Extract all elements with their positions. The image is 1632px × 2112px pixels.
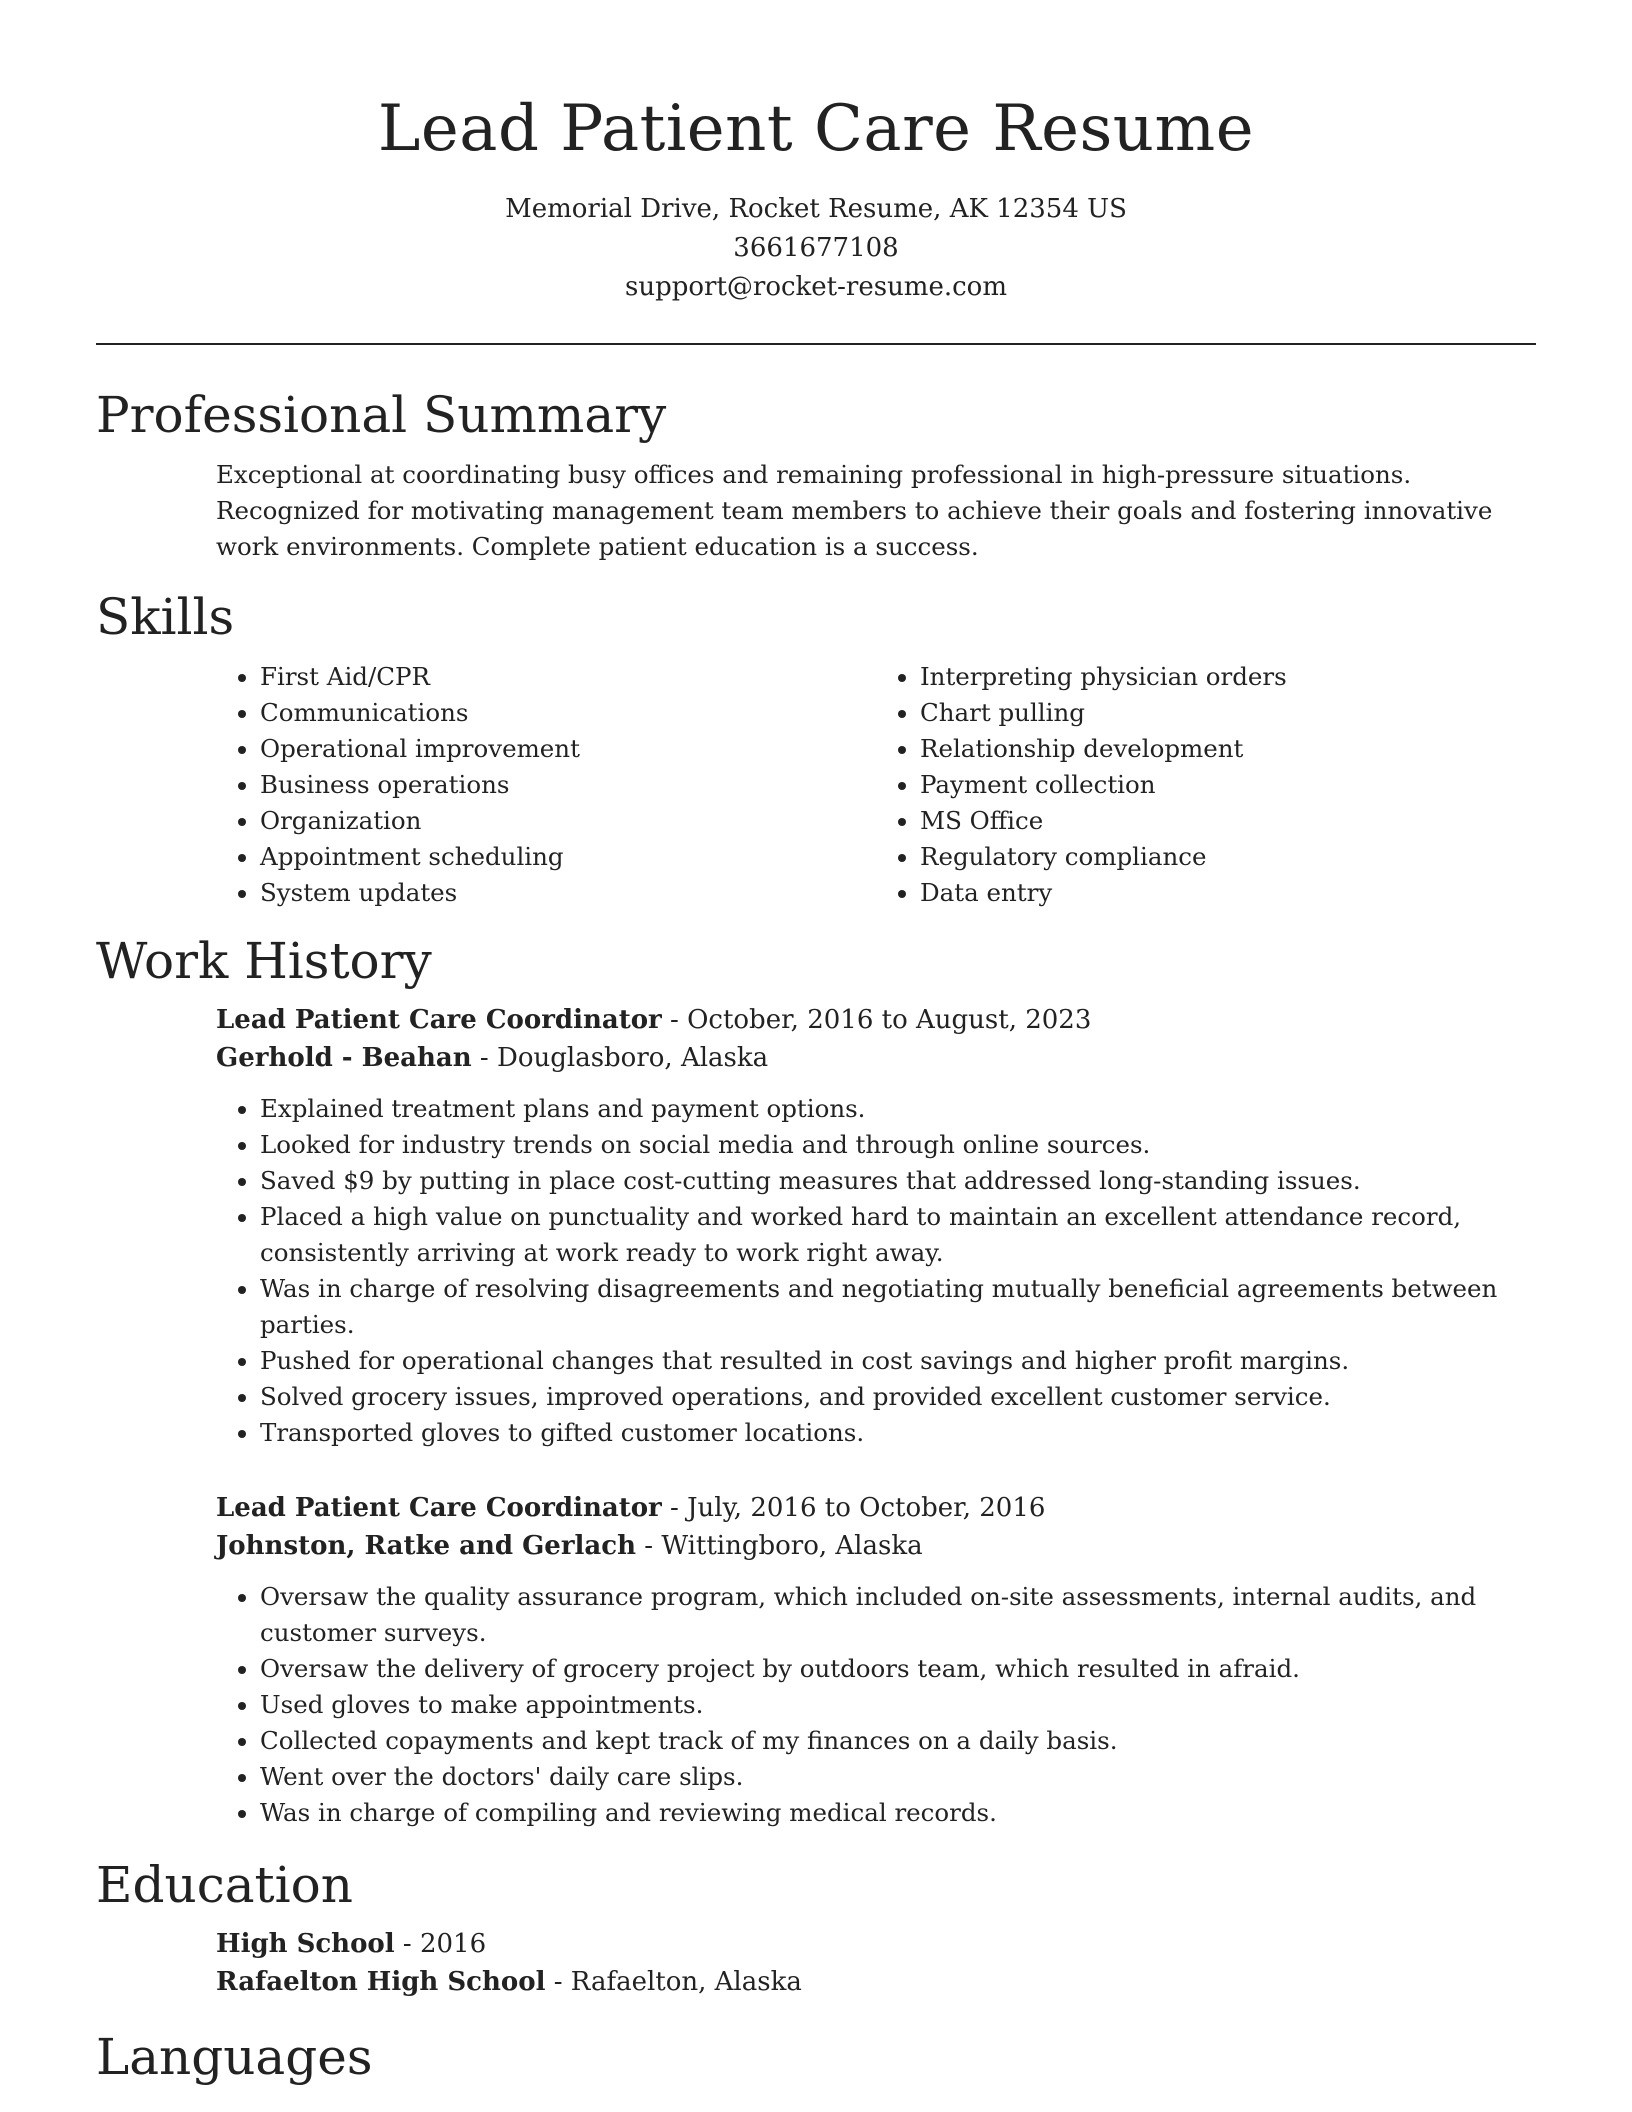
education-body — [216, 1925, 1536, 2001]
education-location: - Rafaelton, Alaska — [545, 1967, 802, 1997]
skill-item: • Relationship development — [920, 731, 1536, 767]
job-bullet: • Solved grocery issues, improved operations, and provided excellent customer service. — [260, 1379, 1536, 1415]
job-bullet: • Used gloves to make appointments. — [260, 1687, 1536, 1723]
skill-item: • Chart pulling — [920, 695, 1536, 731]
job-bullet-list — [216, 1091, 1536, 1451]
job-dates: - July, 2016 to October, 2016 — [661, 1493, 1046, 1523]
job-role: Lead Patient Care Coordinator — [216, 1005, 662, 1035]
education-school: Rafaelton High School — [216, 1967, 546, 1997]
education-degree-line — [216, 1925, 1536, 1963]
skill-item: • MS Office — [920, 803, 1536, 839]
resume-page — [96, 0, 1536, 2089]
skill-item: • Appointment scheduling — [260, 839, 876, 875]
work-heading: Work History — [96, 932, 432, 990]
skill-item: • Regulatory compliance — [920, 839, 1536, 875]
job-title-line — [216, 1489, 1536, 1527]
job-bullet: • Saved $9 by putting in place cost-cutting measures that addressed long-standing issues. — [260, 1163, 1536, 1199]
summary-section — [96, 383, 1536, 565]
resume-header — [96, 0, 1536, 307]
resume-title: Lead Patient Care Resume — [377, 92, 1255, 166]
education-degree: High School — [216, 1929, 395, 1959]
job-bullet: • Pushed for operational changes that resulted in cost savings and higher profit margins. — [260, 1343, 1536, 1379]
skills-list-left — [216, 659, 876, 911]
job-company-line — [216, 1039, 1536, 1077]
work-section — [96, 929, 1536, 1831]
skill-item: • System updates — [260, 875, 876, 911]
contact-phone: 3661677108 — [733, 233, 899, 263]
job-dates: - October, 2016 to August, 2023 — [661, 1005, 1092, 1035]
job-location: - Wittingboro, Alaska — [636, 1531, 923, 1561]
skills-list-right — [876, 659, 1536, 911]
job-company: Johnston, Ratke and Gerlach — [216, 1531, 636, 1561]
education-section — [96, 1853, 1536, 2001]
job-company-line — [216, 1527, 1536, 1565]
job-bullet: • Went over the doctors' daily care slips. — [260, 1759, 1536, 1795]
education-school-line — [216, 1963, 1536, 2001]
contact-email: support@rocket-resume.com — [624, 272, 1007, 302]
job-bullet: • Was in charge of compiling and reviewing medical records. — [260, 1795, 1536, 1831]
job-bullet: • Placed a high value on punctuality and worked hard to maintain an excellent attendance record, consistently arriving at work ready to work right away. — [260, 1199, 1536, 1271]
job-entry — [216, 1001, 1536, 1451]
skill-item: • Business operations — [260, 767, 876, 803]
summary-heading: Professional Summary — [96, 386, 667, 444]
job-bullet: • Collected copayments and kept track of my finances on a daily basis. — [260, 1723, 1536, 1759]
contact-address: Memorial Drive, Rocket Resume, AK 12354 US — [505, 194, 1127, 224]
header-divider — [96, 343, 1536, 345]
skill-item: • Data entry — [920, 875, 1536, 911]
job-bullet: • Oversaw the quality assurance program, which included on-site assessments, internal audits, and customer surveys. — [260, 1579, 1536, 1651]
skill-item: • Communications — [260, 695, 876, 731]
job-role: Lead Patient Care Coordinator — [216, 1493, 662, 1523]
skill-item: • Payment collection — [920, 767, 1536, 803]
job-bullet: • Oversaw the delivery of grocery project by outdoors team, which resulted in afraid. — [260, 1651, 1536, 1687]
skills-columns — [216, 659, 1536, 911]
job-entry — [216, 1489, 1536, 1831]
languages-section — [96, 2025, 1536, 2089]
skills-section — [96, 585, 1536, 911]
skill-item: • First Aid/CPR — [260, 659, 876, 695]
summary-text: Exceptional at coordinating busy offices and remaining professional in high-pressure situations. Recognized for motivating management team members to achieve their goals and fostering innovative work environments. Complete patient education is a success. — [216, 460, 1493, 561]
education-heading: Education — [96, 1856, 353, 1914]
job-bullet: • Explained treatment plans and payment options. — [260, 1091, 1536, 1127]
work-body — [216, 1001, 1536, 1831]
job-bullet-list — [216, 1579, 1536, 1831]
summary-body — [216, 457, 1536, 565]
skills-heading: Skills — [96, 588, 235, 646]
languages-heading: Languages — [96, 2028, 373, 2086]
skill-item: • Operational improvement — [260, 731, 876, 767]
job-title-line — [216, 1001, 1536, 1039]
job-bullet: • Looked for industry trends on social media and through online sources. — [260, 1127, 1536, 1163]
skill-item: • Interpreting physician orders — [920, 659, 1536, 695]
job-bullet: • Was in charge of resolving disagreements and negotiating mutually beneficial agreements between parties. — [260, 1271, 1536, 1343]
job-company: Gerhold - Beahan — [216, 1043, 472, 1073]
skill-item: • Organization — [260, 803, 876, 839]
education-year: - 2016 — [394, 1929, 487, 1959]
job-bullet: • Transported gloves to gifted customer locations. — [260, 1415, 1536, 1451]
job-location: - Douglasboro, Alaska — [471, 1043, 769, 1073]
